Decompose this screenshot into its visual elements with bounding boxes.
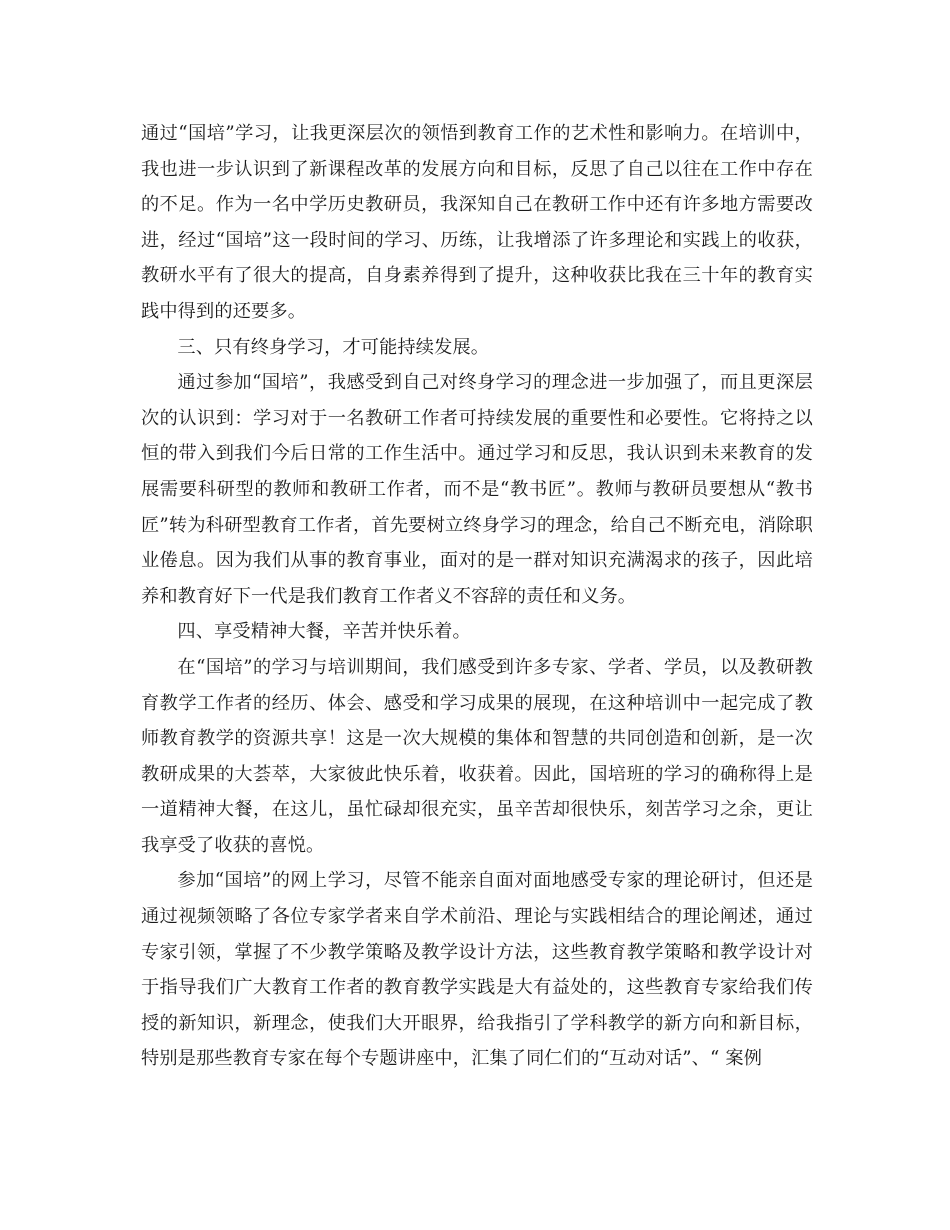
paragraph-1: 通过“国培”学习，让我更深层次的领悟到教育工作的艺术性和影响力。在培训中，我也进一步认识到了新课程改革的发展方向和目标，反思了自己以往在工作中存在的不足。作为一名中学历史教研员，我深知自己在教研工作中还有许多地方需要改进，经过“国培”这一段时间的学习、历练，让我增添了许多理论和实践上的收获，教研水平有了很大的提高，自身素养得到了提升，这种收获比我在三十年的教育实践中得到的还要多。 [141, 123, 813, 322]
section-heading-4: 四、享受精神大餐，辛苦并快乐着。 [177, 621, 471, 643]
paragraph-4: 参加“国培”的网上学习，尽管不能亲自面对面地感受专家的理论研讨，但还是通过视频领略了各位专家学者来自学术前沿、理论与实践相结合的理论阐述，通过专家引领，掌握了不少教学策略及教学设计方法，这些教育教学策略和教学设计对于指导我们广大教育工作者的教育教学实践是大有益处的，这些教育专家给我们传授的新知识，新理念，使我们大开眼界，给我指引了学科教学的新方向和新目标，特别是那些教育专家在每个专题讲座中，汇集了同仁们的“互动对话”、“ 案例 [141, 870, 813, 1070]
document-body [141, 116, 813, 1077]
paragraph-2: 通过参加“国培”，我感受到自己对终身学习的理念进一步加强了，而且更深层次的认识到：学习对于一名教研工作者可持续发展的重要性和必要性。它将持之以恒的带入到我们今后日常的工作生活中。通过学习和反思，我认识到未来教育的发展需要科研型的教师和教研工作者，而不是“教书匠”。教师与教研员要想从“教书匠”转为科研型教育工作者，首先要树立终身学习的理念，给自己不断充电，消除职业倦息。因为我们从事的教育事业，面对的是一群对知识充满渴求的孩子，因此培养和教育好下一代是我们教育工作者义不容辞的责任和义务。 [141, 372, 813, 607]
paragraph-3: 在“国培”的学习与培训期间，我们感受到许多专家、学者、学员，以及教研教育教学工作者的经历、体会、感受和学习成果的展现，在这种培训中一起完成了教师教育教学的资源共享！这是一次大规模的集体和智慧的共同创造和创新，是一次教研成果的大荟萃，大家彼此快乐着，收获着。因此，国培班的学习的确称得上是一道精神大餐，在这儿，虽忙碌却很充实，虽辛苦却很快乐，刻苦学习之余，更让我享受了收获的喜悦。 [141, 656, 813, 856]
section-heading-3: 三、只有终身学习，才可能持续发展。 [177, 336, 490, 358]
